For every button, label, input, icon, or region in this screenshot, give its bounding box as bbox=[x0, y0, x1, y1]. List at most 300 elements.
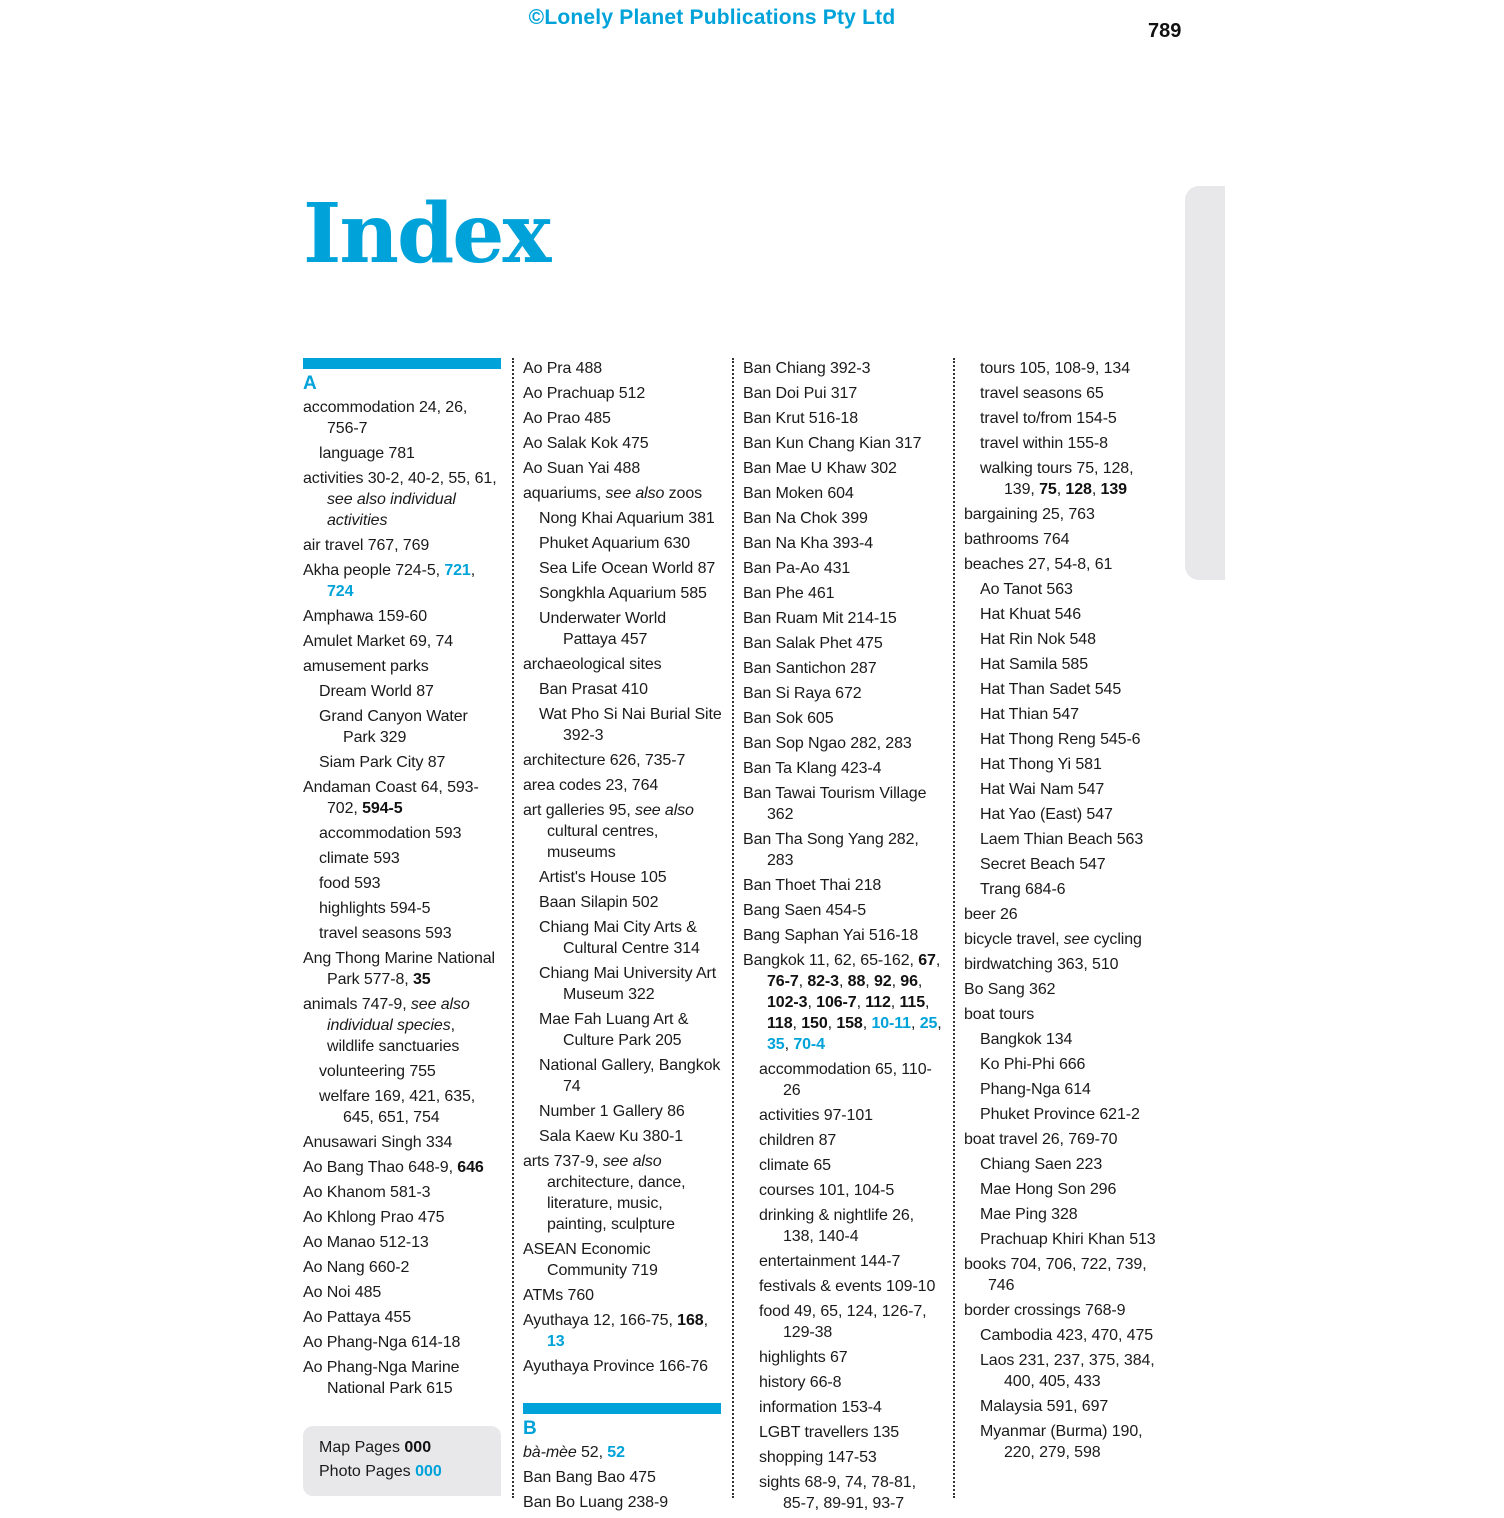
index-subentry bbox=[743, 1251, 943, 1272]
entry-text: air travel 767, 769 bbox=[303, 537, 430, 554]
entry-text: Ban Prasat 410 bbox=[539, 681, 648, 698]
entry-text: bà-mèe bbox=[523, 1444, 577, 1461]
entry-text: food 49, 65, 124, 126-7, 129-38 bbox=[759, 1303, 927, 1341]
entry-text: Ao Pra 488 bbox=[523, 360, 603, 377]
index-entry bbox=[303, 1257, 503, 1278]
entry-text: zoos bbox=[664, 485, 703, 502]
index-entry bbox=[743, 483, 943, 504]
index-subentry bbox=[964, 829, 1164, 850]
entry-text: Ao Salak Kok 475 bbox=[523, 435, 649, 452]
entry-text: Ao Phang-Nga 614-18 bbox=[303, 1334, 461, 1351]
index-subentry bbox=[523, 1009, 723, 1051]
entry-text: shopping 147-53 bbox=[759, 1449, 877, 1466]
index-subentry bbox=[523, 508, 723, 529]
entry-text: bathrooms 764 bbox=[964, 531, 1070, 548]
index-entry bbox=[523, 1492, 723, 1513]
entry-text: travel to/from 154-5 bbox=[980, 410, 1117, 427]
copyright-line: ©Lonely Planet Publications Pty Ltd bbox=[528, 6, 896, 29]
index-entry bbox=[964, 1300, 1164, 1321]
entry-text: LGBT travellers 135 bbox=[759, 1424, 900, 1441]
entry-text: accommodation 593 bbox=[319, 825, 462, 842]
entry-text: cycling bbox=[1089, 931, 1142, 948]
entry-text: Andaman Coast 64, 593-702, bbox=[303, 779, 479, 817]
index-entry bbox=[964, 979, 1164, 1000]
entry-text: , bbox=[807, 994, 817, 1011]
entry-text: beer 26 bbox=[964, 906, 1018, 923]
entry-text: see also bbox=[602, 1153, 662, 1170]
index-subentry bbox=[964, 1396, 1164, 1417]
entry-text: aquariums, bbox=[523, 485, 606, 502]
index-entry bbox=[743, 950, 943, 1055]
index-subentry bbox=[743, 1447, 943, 1468]
entry-text: Ban Tawai Tourism Village 362 bbox=[743, 785, 927, 823]
entry-text: Wat Pho Si Nai Burial Site 392-3 bbox=[539, 706, 722, 744]
index-subentry bbox=[964, 1421, 1164, 1463]
index-subentry bbox=[523, 608, 723, 650]
index-entry bbox=[743, 708, 943, 729]
index-subentry bbox=[523, 1055, 723, 1097]
index-entry bbox=[303, 1232, 503, 1253]
entry-text: Prachuap Khiri Khan 513 bbox=[980, 1231, 1156, 1248]
index-subentry bbox=[303, 873, 503, 894]
entry-text: , bbox=[862, 1015, 872, 1032]
index-subentry bbox=[523, 558, 723, 579]
entry-text: , bbox=[1056, 481, 1066, 498]
index-entry bbox=[523, 458, 723, 479]
entry-text: Secret Beach 547 bbox=[980, 856, 1106, 873]
entry-text: Ban Pa-Ao 431 bbox=[743, 560, 851, 577]
entry-text: 10-11 bbox=[871, 1015, 911, 1032]
entry-text: Amphawa 159-60 bbox=[303, 608, 428, 625]
legend-map-pages bbox=[319, 1436, 501, 1460]
entry-text: , bbox=[937, 1015, 942, 1032]
entry-text: information 153-4 bbox=[759, 1399, 882, 1416]
entry-text: 52 bbox=[607, 1444, 625, 1461]
entry-text: 646 bbox=[457, 1159, 484, 1176]
legend-photo-pages bbox=[319, 1460, 501, 1484]
entry-text: Ban Tha Song Yang 282, 283 bbox=[743, 831, 919, 869]
entry-text: Ang Thong Marine National Park 577-8, bbox=[303, 950, 495, 988]
index-subentry bbox=[303, 1086, 503, 1128]
entry-text: Ban Moken 604 bbox=[743, 485, 854, 502]
entry-text: Laos 231, 237, 375, 384, 400, 405, 433 bbox=[980, 1352, 1155, 1390]
entry-text: 13 bbox=[547, 1333, 565, 1350]
entry-text: amusement parks bbox=[303, 658, 429, 675]
entry-text: Akha people 724-5, bbox=[303, 562, 445, 579]
page-title: Index bbox=[303, 186, 550, 282]
entry-text: , bbox=[798, 973, 808, 990]
index-subentry bbox=[964, 579, 1164, 600]
index-subentry bbox=[964, 1179, 1164, 1200]
entry-text: Sea Life Ocean World 87 bbox=[539, 560, 716, 577]
index-subentry bbox=[964, 458, 1164, 500]
index-entry bbox=[303, 1332, 503, 1353]
entry-text: Nong Khai Aquarium 381 bbox=[539, 510, 715, 527]
index-entry bbox=[964, 1129, 1164, 1150]
entry-text: Siam Park City 87 bbox=[319, 754, 446, 771]
entry-text: Ban Sok 605 bbox=[743, 710, 834, 727]
legend-map-num: 000 bbox=[404, 1439, 432, 1456]
entry-text: , bbox=[838, 973, 848, 990]
index-subentry bbox=[743, 1301, 943, 1343]
index-entry bbox=[523, 483, 723, 504]
entry-text: 96 bbox=[900, 973, 918, 990]
index-subentry bbox=[964, 358, 1164, 379]
entry-text: Underwater World Pattaya 457 bbox=[539, 610, 667, 648]
entry-text: , bbox=[1091, 481, 1101, 498]
entry-text: Ao Nang 660-2 bbox=[303, 1259, 410, 1276]
index-subentry bbox=[964, 704, 1164, 725]
entry-text: animals 747-9, bbox=[303, 996, 411, 1013]
entry-text: Songkhla Aquarium 585 bbox=[539, 585, 707, 602]
entry-text: Hat Samila 585 bbox=[980, 656, 1088, 673]
entry-text: Ban Bang Bao 475 bbox=[523, 1469, 656, 1486]
entry-text: Malaysia 591, 697 bbox=[980, 1398, 1109, 1415]
entry-text: Ban Thoet Thai 218 bbox=[743, 877, 882, 894]
index-subentry bbox=[523, 1126, 723, 1147]
entry-text: Ao Suan Yai 488 bbox=[523, 460, 641, 477]
section-bar bbox=[303, 358, 501, 369]
index-entry bbox=[964, 1004, 1164, 1025]
entry-text: history 66-8 bbox=[759, 1374, 842, 1391]
index-subentry bbox=[303, 681, 503, 702]
index-entry bbox=[743, 383, 943, 404]
index-entry bbox=[303, 1207, 503, 1228]
index-entry bbox=[523, 1239, 723, 1281]
index-subentry bbox=[303, 752, 503, 773]
entry-text: drinking & nightlife 26, 138, 140-4 bbox=[759, 1207, 915, 1245]
entry-text: climate 593 bbox=[319, 850, 400, 867]
entry-text: Hat Rin Nok 548 bbox=[980, 631, 1096, 648]
entry-text: Ao Prachuap 512 bbox=[523, 385, 646, 402]
index-entry bbox=[303, 1157, 503, 1178]
index-entry bbox=[523, 1285, 723, 1306]
index-entry bbox=[303, 1182, 503, 1203]
entry-text: Chiang Saen 223 bbox=[980, 1156, 1103, 1173]
entry-text: sights 68-9, 74, 78-81, 85-7, 89-91, 93-7 bbox=[759, 1474, 916, 1512]
index-subentry bbox=[743, 1180, 943, 1201]
index-entry bbox=[743, 508, 943, 529]
entry-text: see bbox=[1063, 931, 1090, 948]
entry-text: bicycle travel, bbox=[964, 931, 1064, 948]
index-subentry bbox=[743, 1059, 943, 1101]
index-subentry bbox=[964, 1325, 1164, 1346]
index-entry bbox=[743, 758, 943, 779]
index-subentry bbox=[303, 823, 503, 844]
index-subentry bbox=[964, 854, 1164, 875]
entry-text: Amulet Market 69, 74 bbox=[303, 633, 454, 650]
index-subentry bbox=[743, 1276, 943, 1297]
entry-text: 75 bbox=[1039, 481, 1057, 498]
index-subentry bbox=[523, 704, 723, 746]
entry-text: Mae Hong Son 296 bbox=[980, 1181, 1117, 1198]
index-subentry bbox=[964, 1350, 1164, 1392]
entry-text: 128 bbox=[1065, 481, 1092, 498]
index-entry bbox=[523, 775, 723, 796]
index-subentry bbox=[303, 898, 503, 919]
index-subentry bbox=[964, 1079, 1164, 1100]
entry-text: cultural centres, museums bbox=[547, 823, 659, 861]
index-entry bbox=[303, 1132, 503, 1153]
entry-text: children 87 bbox=[759, 1132, 837, 1149]
index-entry bbox=[523, 358, 723, 379]
entry-text: festivals & events 109-10 bbox=[759, 1278, 936, 1295]
entry-text: Ao Bang Thao 648-9, bbox=[303, 1159, 458, 1176]
entry-text: 724 bbox=[327, 583, 354, 600]
entry-text: Ayuthaya Province 166-76 bbox=[523, 1358, 708, 1375]
entry-text: Cambodia 423, 470, 475 bbox=[980, 1327, 1154, 1344]
index-entry bbox=[743, 875, 943, 896]
index-column-4 bbox=[964, 358, 1164, 1467]
index-entry bbox=[303, 1357, 503, 1399]
index-subentry bbox=[743, 1472, 943, 1514]
index-subentry bbox=[964, 383, 1164, 404]
index-subentry bbox=[523, 892, 723, 913]
entry-text: entertainment 144-7 bbox=[759, 1253, 901, 1270]
entry-text: Phang-Nga 614 bbox=[980, 1081, 1091, 1098]
entry-text: ASEAN Economic Community 719 bbox=[523, 1241, 658, 1279]
entry-text: activities 30-2, 40-2, 55, 61, bbox=[303, 470, 497, 487]
index-subentry bbox=[964, 679, 1164, 700]
index-subentry bbox=[964, 879, 1164, 900]
entry-text: Ao Pattaya 455 bbox=[303, 1309, 412, 1326]
entry-text: walking tours 75, 128, 139, bbox=[980, 460, 1134, 498]
entry-text: food 593 bbox=[319, 875, 381, 892]
index-subentry bbox=[964, 1229, 1164, 1250]
index-entry bbox=[743, 408, 943, 429]
entry-text: 139 bbox=[1100, 481, 1127, 498]
index-entry bbox=[743, 558, 943, 579]
entry-text: Myanmar (Burma) 190, 220, 279, 598 bbox=[980, 1423, 1143, 1461]
index-entry bbox=[303, 994, 503, 1057]
index-entry bbox=[743, 733, 943, 754]
index-subentry bbox=[743, 1105, 943, 1126]
index-entry bbox=[743, 433, 943, 454]
legend-photo-num: 000 bbox=[415, 1463, 442, 1480]
entry-text: 118 bbox=[767, 1015, 793, 1032]
index-entry bbox=[743, 583, 943, 604]
entry-text: 25 bbox=[919, 1015, 938, 1032]
entry-text: 76-7 bbox=[767, 973, 799, 990]
entry-text: highlights 67 bbox=[759, 1349, 848, 1366]
entry-text: Ayuthaya 12, 166-75, bbox=[523, 1312, 678, 1329]
index-entry bbox=[743, 925, 943, 946]
index-column-3 bbox=[743, 358, 943, 1518]
index-subentry bbox=[964, 1029, 1164, 1050]
entry-text: archaeological sites bbox=[523, 656, 662, 673]
section-letter: A bbox=[303, 373, 317, 394]
index-entry bbox=[964, 529, 1164, 550]
entry-text: , wildlife sanctuaries bbox=[327, 1017, 460, 1055]
entry-text: , bbox=[917, 973, 923, 990]
entry-text: , bbox=[856, 994, 866, 1011]
entry-text: Ban Mae U Khaw 302 bbox=[743, 460, 897, 477]
entry-text: Ao Prao 485 bbox=[523, 410, 611, 427]
index-entry bbox=[303, 1282, 503, 1303]
entry-text: activities 97-101 bbox=[759, 1107, 873, 1124]
entry-text: Hat Thong Yi 581 bbox=[980, 756, 1102, 773]
entry-text: language 781 bbox=[319, 445, 415, 462]
entry-text: boat travel 26, 769-70 bbox=[964, 1131, 1118, 1148]
entry-text: 150 bbox=[801, 1015, 828, 1032]
index-subentry bbox=[964, 1104, 1164, 1125]
entry-text: Mae Fah Luang Art & Culture Park 205 bbox=[539, 1011, 689, 1049]
index-entry bbox=[523, 408, 723, 429]
entry-text: see also bbox=[635, 802, 694, 819]
entry-text: , bbox=[470, 562, 476, 579]
entry-text: , bbox=[925, 994, 930, 1011]
entry-text: ATMs 760 bbox=[523, 1287, 594, 1304]
index-entry bbox=[743, 658, 943, 679]
index-subentry bbox=[523, 867, 723, 888]
entry-text: Grand Canyon Water Park 329 bbox=[319, 708, 468, 746]
entry-text: Phuket Aquarium 630 bbox=[539, 535, 691, 552]
entry-text: Hat Thong Reng 545-6 bbox=[980, 731, 1141, 748]
index-entry bbox=[964, 954, 1164, 975]
section-bar bbox=[523, 1403, 721, 1414]
entry-text: Ao Noi 485 bbox=[303, 1284, 382, 1301]
index-entry bbox=[523, 1310, 723, 1352]
entry-text: architecture, dance, literature, music, painting, sculpture bbox=[547, 1174, 686, 1233]
entry-text: Ban Na Kha 393-4 bbox=[743, 535, 874, 552]
index-entry bbox=[964, 554, 1164, 575]
index-entry bbox=[743, 608, 943, 629]
index-subentry bbox=[964, 754, 1164, 775]
entry-text: Bang Saen 454-5 bbox=[743, 902, 867, 919]
index-subentry bbox=[743, 1372, 943, 1393]
index-subentry bbox=[964, 779, 1164, 800]
entry-text: Ban Ruam Mit 214-15 bbox=[743, 610, 897, 627]
entry-text: , bbox=[935, 952, 941, 969]
index-subentry bbox=[964, 408, 1164, 429]
index-subentry bbox=[964, 1154, 1164, 1175]
index-entry bbox=[964, 1254, 1164, 1296]
index-entry bbox=[523, 1151, 723, 1235]
entry-text: Ban Salak Phet 475 bbox=[743, 635, 883, 652]
entry-text: architecture 626, 735-7 bbox=[523, 752, 686, 769]
entry-text: travel seasons 593 bbox=[319, 925, 452, 942]
entry-text: , bbox=[792, 1015, 802, 1032]
section-letter: B bbox=[523, 1418, 537, 1439]
column-separator bbox=[512, 358, 514, 1498]
entry-text: , bbox=[865, 973, 874, 990]
entry-text: 88 bbox=[847, 973, 866, 990]
entry-text: Ban Phe 461 bbox=[743, 585, 835, 602]
index-entry bbox=[523, 383, 723, 404]
entry-text: Artist's House 105 bbox=[539, 869, 667, 886]
entry-text: , bbox=[827, 1015, 837, 1032]
entry-text: Ko Phi-Phi 666 bbox=[980, 1056, 1086, 1073]
entry-text: volunteering 755 bbox=[319, 1063, 436, 1080]
index-entry bbox=[303, 948, 503, 990]
entry-text: welfare 169, 421, 635, 645, 651, 754 bbox=[319, 1088, 476, 1126]
column-separator bbox=[953, 358, 955, 1498]
entry-text: Ban Bo Luang 238-9 bbox=[523, 1494, 668, 1511]
entry-text: border crossings 768-9 bbox=[964, 1302, 1126, 1319]
index-entry bbox=[303, 560, 503, 602]
index-entry bbox=[303, 631, 503, 652]
index-entry bbox=[743, 829, 943, 871]
spacer bbox=[523, 1381, 723, 1403]
entry-text: Phuket Province 621-2 bbox=[980, 1106, 1140, 1123]
index-entry bbox=[743, 633, 943, 654]
index-entry bbox=[964, 504, 1164, 525]
index-subentry bbox=[964, 1204, 1164, 1225]
entry-text: Ban Doi Pui 317 bbox=[743, 385, 858, 402]
entry-text: bargaining 25, 763 bbox=[964, 506, 1095, 523]
index-entry bbox=[303, 535, 503, 556]
index-subentry bbox=[964, 629, 1164, 650]
index-subentry bbox=[964, 729, 1164, 750]
index-entry bbox=[303, 1307, 503, 1328]
entry-text: tours 105, 108-9, 134 bbox=[980, 360, 1131, 377]
entry-text: books 704, 706, 722, 739, 746 bbox=[964, 1256, 1147, 1294]
entry-text: 67 bbox=[918, 952, 936, 969]
index-subentry bbox=[523, 679, 723, 700]
index-subentry bbox=[303, 443, 503, 464]
index-entry bbox=[303, 468, 503, 531]
entry-text: 35 bbox=[767, 1036, 785, 1053]
index-subentry bbox=[523, 963, 723, 1005]
entry-text: birdwatching 363, 510 bbox=[964, 956, 1119, 973]
entry-text: beaches 27, 54-8, 61 bbox=[964, 556, 1113, 573]
index-subentry bbox=[743, 1155, 943, 1176]
entry-text: Trang 684-6 bbox=[980, 881, 1066, 898]
entry-text: Ban Krut 516-18 bbox=[743, 410, 859, 427]
entry-text: Ban Sop Ngao 282, 283 bbox=[743, 735, 912, 752]
entry-text: 721 bbox=[444, 562, 471, 579]
entry-text: Hat Wai Nam 547 bbox=[980, 781, 1105, 798]
index-subentry bbox=[523, 1101, 723, 1122]
index-entry bbox=[523, 750, 723, 771]
entry-text: Mae Ping 328 bbox=[980, 1206, 1078, 1223]
entry-text: 594-5 bbox=[362, 800, 403, 817]
entry-text: area codes 23, 764 bbox=[523, 777, 659, 794]
index-entry bbox=[743, 683, 943, 704]
index-subentry bbox=[523, 533, 723, 554]
index-subentry bbox=[743, 1422, 943, 1443]
index-entry bbox=[303, 606, 503, 627]
entry-text: 70-4 bbox=[793, 1036, 825, 1053]
index-subentry bbox=[303, 848, 503, 869]
entry-text: see also individual activities bbox=[327, 491, 456, 529]
entry-text: accommodation 65, 110-26 bbox=[759, 1061, 932, 1099]
entry-text: Ban Ta Klang 423-4 bbox=[743, 760, 882, 777]
index-subentry bbox=[743, 1130, 943, 1151]
column-separator bbox=[732, 358, 734, 1498]
entry-text: see also individual species bbox=[327, 996, 470, 1034]
entry-text: 158 bbox=[836, 1015, 863, 1032]
entry-text: Bang Saphan Yai 516-18 bbox=[743, 927, 919, 944]
entry-text: Bangkok 134 bbox=[980, 1031, 1073, 1048]
index-entry bbox=[743, 533, 943, 554]
index-entry bbox=[964, 929, 1164, 950]
entry-text: 52, bbox=[576, 1444, 608, 1461]
index-entry bbox=[303, 397, 503, 439]
index-subentry bbox=[303, 1061, 503, 1082]
entry-text: , bbox=[784, 1036, 794, 1053]
entry-text: accommodation 24, 26, 756-7 bbox=[303, 399, 468, 437]
entry-text: , bbox=[890, 994, 900, 1011]
index-subentry bbox=[964, 654, 1164, 675]
entry-text: boat tours bbox=[964, 1006, 1035, 1023]
entry-text: courses 101, 104-5 bbox=[759, 1182, 895, 1199]
entry-text: Ao Phang-Nga Marine National Park 615 bbox=[303, 1359, 460, 1397]
index-entry bbox=[523, 654, 723, 675]
index-entry bbox=[743, 900, 943, 921]
entry-text: travel within 155-8 bbox=[980, 435, 1108, 452]
entry-text: Bo Sang 362 bbox=[964, 981, 1056, 998]
